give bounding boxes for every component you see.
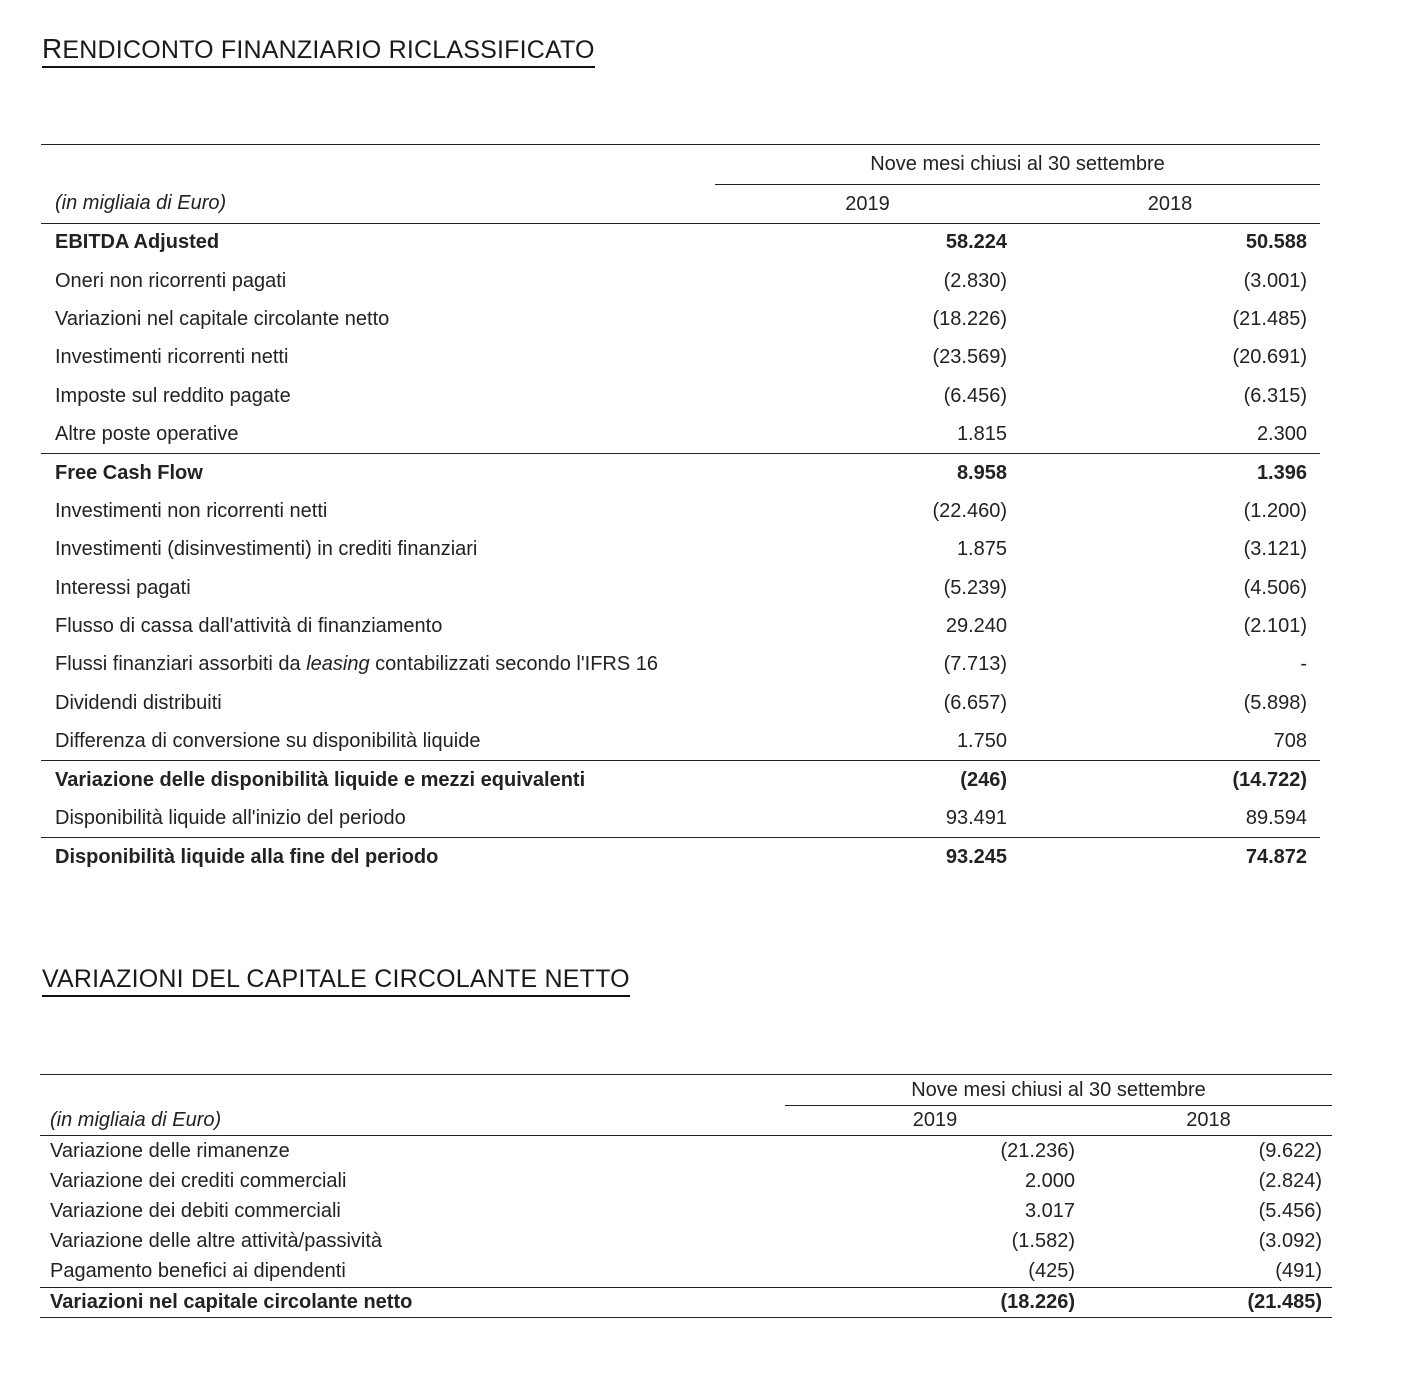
table-row (41, 492, 1320, 530)
row-label: Variazioni nel capitale circolante netto (40, 1287, 785, 1317)
row-value-2019: (21.236) (1000, 1139, 1075, 1162)
row-label: Investimenti non ricorrenti netti (55, 499, 328, 522)
row-value-2018: 1.396 (1020, 454, 1320, 492)
row-value-2018: (5.456) (1258, 1200, 1322, 1223)
table-header-row (41, 145, 1320, 185)
row-value-2019: (22.460) (932, 499, 1007, 522)
table-row (40, 1287, 1332, 1317)
row-value-2019: 1.750 (956, 730, 1007, 753)
row-value-2018: (491) (1275, 1260, 1322, 1283)
row-value-2018: (6.315) (1243, 384, 1307, 407)
row-value-2019: 3.017 (1024, 1200, 1075, 1223)
table-row (41, 454, 1320, 492)
row-value-2019: 1.815 (956, 422, 1007, 445)
table-row (41, 761, 1320, 799)
table-row (41, 300, 1320, 338)
table-row (41, 531, 1320, 569)
unit-label: (in migliaia di Euro) (40, 1106, 785, 1136)
row-value-2019: (2.830) (943, 269, 1007, 292)
row-value-2019: (23.569) (932, 346, 1007, 369)
table-row (41, 377, 1320, 415)
row-value-2018: (9.622) (1258, 1139, 1322, 1162)
table-row (41, 607, 1320, 645)
table-row (40, 1257, 1332, 1287)
table-row (40, 1227, 1332, 1257)
row-label: Pagamento benefici ai dipendenti (50, 1260, 346, 1283)
row-value-2018: (5.898) (1243, 691, 1307, 714)
unit-label: (in migliaia di Euro) (41, 185, 715, 224)
row-value-2018: (4.506) (1243, 576, 1307, 599)
row-label: Flusso di cassa dall'attività di finanziamento (55, 615, 443, 638)
table-row (41, 339, 1320, 377)
row-value-2018: 74.872 (1020, 838, 1320, 876)
row-value-2019: (425) (1028, 1260, 1075, 1283)
row-value-2019: 93.491 (945, 806, 1007, 829)
row-value-2019: (6.456) (943, 384, 1007, 407)
row-value-2019: (18.226) (785, 1287, 1085, 1317)
table-row (41, 838, 1320, 876)
row-label: Altre poste operative (55, 422, 239, 445)
row-label: Imposte sul reddito pagate (55, 384, 291, 407)
table-row (41, 569, 1320, 607)
row-label: Flussi finanziari assorbiti da leasing contabilizzati secondo l'IFRS 16 (55, 653, 659, 676)
section-title-variazioni: VARIAZIONI DEL CAPITALE CIRCOLANTE NETTO (42, 963, 630, 997)
row-value-2018: - (1300, 653, 1307, 676)
row-value-2018: (2.824) (1258, 1169, 1322, 1192)
table-row (41, 684, 1320, 722)
row-value-2019: 8.958 (715, 454, 1020, 492)
year-header-2019: 2019 (785, 1106, 1085, 1136)
row-value-2018: (2.101) (1243, 615, 1307, 638)
working-capital-table (40, 1074, 1332, 1318)
row-label: Variazione dei debiti commerciali (50, 1200, 341, 1223)
row-label: Investimenti ricorrenti netti (55, 346, 289, 369)
row-value-2018: (1.200) (1243, 499, 1307, 522)
row-label: Differenza di conversione su disponibilità liquide (55, 730, 481, 753)
row-label: Oneri non ricorrenti pagati (55, 269, 287, 292)
row-value-2018: 708 (1273, 730, 1307, 753)
row-value-2018: (3.001) (1243, 269, 1307, 292)
row-value-2018: 50.588 (1245, 231, 1307, 254)
table-row (41, 262, 1320, 300)
row-value-2018: (21.485) (1232, 307, 1307, 330)
row-value-2019: 93.245 (715, 838, 1020, 876)
table-header-row (41, 185, 1320, 224)
row-label: Variazione delle altre attività/passività (50, 1230, 383, 1253)
row-value-2018: (20.691) (1232, 346, 1307, 369)
row-label: Variazioni nel capitale circolante netto (55, 307, 390, 330)
table-header-row (40, 1075, 1332, 1106)
row-label: Variazione delle disponibilità liquide e mezzi equivalenti (41, 761, 715, 799)
row-value-2019: (5.239) (943, 576, 1007, 599)
table-row (41, 723, 1320, 761)
row-value-2018: 89.594 (1245, 806, 1307, 829)
row-label: EBITDA Adjusted (55, 231, 220, 254)
row-value-2019: (6.657) (943, 691, 1007, 714)
cash-flow-table (41, 144, 1320, 876)
row-value-2018: 2.300 (1256, 422, 1307, 445)
row-label: Free Cash Flow (41, 454, 715, 492)
table-row (41, 415, 1320, 453)
row-value-2019: 1.875 (956, 538, 1007, 561)
row-label: Variazione dei crediti commerciali (50, 1169, 347, 1192)
table-row (41, 799, 1320, 837)
row-value-2018: (3.092) (1258, 1230, 1322, 1253)
row-value-2019: (246) (715, 761, 1020, 799)
row-value-2019: 29.240 (945, 615, 1007, 638)
row-label: Disponibilità liquide all'inizio del periodo (55, 806, 406, 829)
year-header-2018: 2018 (1020, 185, 1320, 224)
section-title-rendiconto: RENDICONTO FINANZIARIO RICLASSIFICATO (42, 33, 595, 68)
row-value-2019: (18.226) (932, 307, 1007, 330)
row-label: Disponibilità liquide alla fine del periodo (41, 838, 715, 876)
row-value-2018: (21.485) (1085, 1287, 1332, 1317)
row-label: Dividendi distribuiti (55, 691, 222, 714)
row-label: Investimenti (disinvestimenti) in crediti finanziari (55, 538, 478, 561)
table-row (41, 224, 1320, 262)
table-row (41, 646, 1320, 684)
year-header-2018: 2018 (1085, 1106, 1332, 1136)
row-value-2019: (1.582) (1011, 1230, 1075, 1253)
row-value-2018: (3.121) (1243, 538, 1307, 561)
table-row (40, 1166, 1332, 1196)
period-header: Nove mesi chiusi al 30 settembre (785, 1075, 1332, 1106)
row-value-2019: 58.224 (945, 231, 1007, 254)
row-value-2018: (14.722) (1020, 761, 1320, 799)
table-row (40, 1196, 1332, 1226)
year-header-2019: 2019 (715, 185, 1020, 224)
table-header-row (40, 1106, 1332, 1136)
row-value-2019: (7.713) (943, 653, 1007, 676)
row-value-2019: 2.000 (1024, 1169, 1075, 1192)
table-row (40, 1136, 1332, 1166)
period-header: Nove mesi chiusi al 30 settembre (715, 145, 1320, 185)
row-label: Interessi pagati (55, 576, 191, 599)
row-label: Variazione delle rimanenze (50, 1139, 290, 1162)
